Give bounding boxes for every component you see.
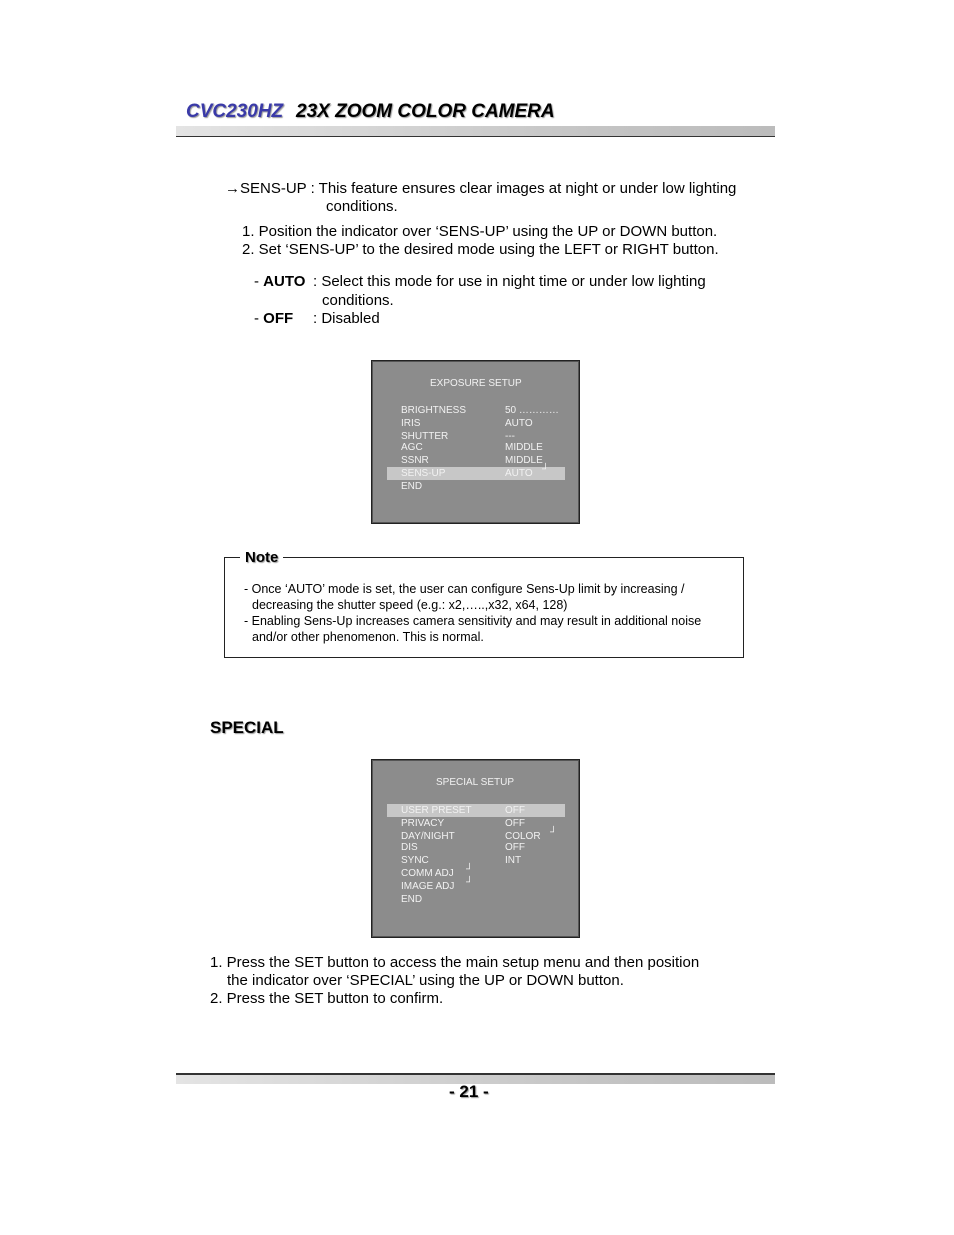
menu-item-day-night: DAY/NIGHT bbox=[401, 831, 455, 842]
note-line-2: decreasing the shutter speed (e.g.: x2,…..,x32, x64, 128) bbox=[252, 598, 568, 612]
sens-up-step-2: 2. Set ‘SENS-UP’ to the desired mode using the LEFT or RIGHT button. bbox=[242, 241, 719, 258]
menu-item-end: END bbox=[401, 481, 423, 492]
menu-item-iris: IRIS bbox=[401, 418, 421, 429]
agc-value: MIDDLE bbox=[505, 442, 543, 453]
menu-item-user-preset: USER PRESET bbox=[401, 805, 472, 816]
sens-up-intro-cont: conditions. bbox=[326, 198, 398, 215]
day-night-value: COLOR bbox=[505, 831, 541, 842]
header-divider bbox=[176, 126, 775, 137]
iris-value: AUTO bbox=[505, 418, 533, 429]
special-step-2: 2. Press the SET button to confirm. bbox=[210, 990, 444, 1007]
menu-item-privacy: PRIVACY bbox=[401, 818, 445, 829]
sens-up-value: AUTO bbox=[505, 468, 533, 479]
note-line-1: - Once ‘AUTO’ mode is set, the user can configure Sens-Up limit by increasing / bbox=[244, 582, 685, 596]
user-preset-value: OFF bbox=[505, 805, 525, 816]
page-number: - 21 - bbox=[449, 1082, 489, 1101]
sens-up-label: →SENS-UP bbox=[225, 180, 307, 197]
enter-icon: ┘ bbox=[466, 864, 474, 875]
menu-item-image-adj: IMAGE ADJ bbox=[401, 881, 455, 892]
model-name: CVC230HZ bbox=[186, 101, 284, 122]
menu-item-sync: SYNC bbox=[401, 855, 429, 866]
enter-icon: ┘ bbox=[550, 827, 558, 838]
ssnr-value: MIDDLE bbox=[505, 455, 543, 466]
menu-item-shutter: SHUTTER bbox=[401, 431, 449, 442]
menu-item-agc: AGC bbox=[401, 442, 423, 453]
sens-up-intro bbox=[225, 180, 736, 198]
special-step-1: 1. Press the SET button to access the main setup menu and then position bbox=[210, 954, 700, 971]
auto-label: AUTO bbox=[263, 273, 306, 290]
auto-prefix: - bbox=[254, 273, 264, 290]
off-prefix: - bbox=[254, 310, 264, 327]
sens-up-step-1: 1. Position the indicator over ‘SENS-UP’ using the UP or DOWN button. bbox=[242, 223, 718, 240]
exposure-setup-menu bbox=[371, 360, 580, 524]
auto-desc-cont: conditions. bbox=[322, 292, 394, 309]
menu-item-brightness: BRIGHTNESS bbox=[401, 405, 467, 416]
menu-item-dis: DIS bbox=[401, 842, 418, 853]
special-step-1-cont: the indicator over ‘SPECIAL’ using the UP or DOWN button. bbox=[227, 972, 624, 989]
enter-icon: ┘ bbox=[542, 464, 550, 475]
privacy-value: OFF bbox=[505, 818, 525, 829]
note-line-3: - Enabling Sens-Up increases camera sensitivity and may result in additional noise bbox=[244, 614, 702, 628]
section-heading-special: SPECIAL bbox=[210, 718, 284, 737]
document-title: 23X ZOOM COLOR CAMERA bbox=[296, 101, 555, 122]
brightness-value: 50 ………… bbox=[505, 405, 559, 416]
off-label: OFF bbox=[263, 310, 294, 327]
dis-value: OFF bbox=[505, 842, 525, 853]
auto-desc: : Select this mode for use in night time or under low lighting bbox=[313, 273, 706, 290]
enter-icon: ┘ bbox=[466, 877, 474, 888]
sens-up-desc: : This feature ensures clear images at night or under low lighting bbox=[306, 180, 737, 197]
exposure-menu-title: EXPOSURE SETUP bbox=[430, 378, 522, 389]
menu-item-end: END bbox=[401, 894, 423, 905]
shutter-value: --- bbox=[505, 431, 515, 442]
note-label: Note bbox=[240, 549, 283, 566]
special-menu-title: SPECIAL SETUP bbox=[436, 777, 514, 788]
menu-item-ssnr: SSNR bbox=[401, 455, 429, 466]
sync-value: INT bbox=[505, 855, 522, 866]
menu-item-sens-up: SENS-UP bbox=[401, 468, 446, 479]
auto-option bbox=[254, 273, 305, 291]
off-option bbox=[254, 310, 293, 328]
special-setup-menu bbox=[371, 759, 580, 938]
menu-item-comm-adj: COMM ADJ bbox=[401, 868, 454, 879]
off-desc: : Disabled bbox=[313, 310, 380, 327]
note-line-4: and/or other phenomenon. This is normal. bbox=[252, 630, 484, 644]
